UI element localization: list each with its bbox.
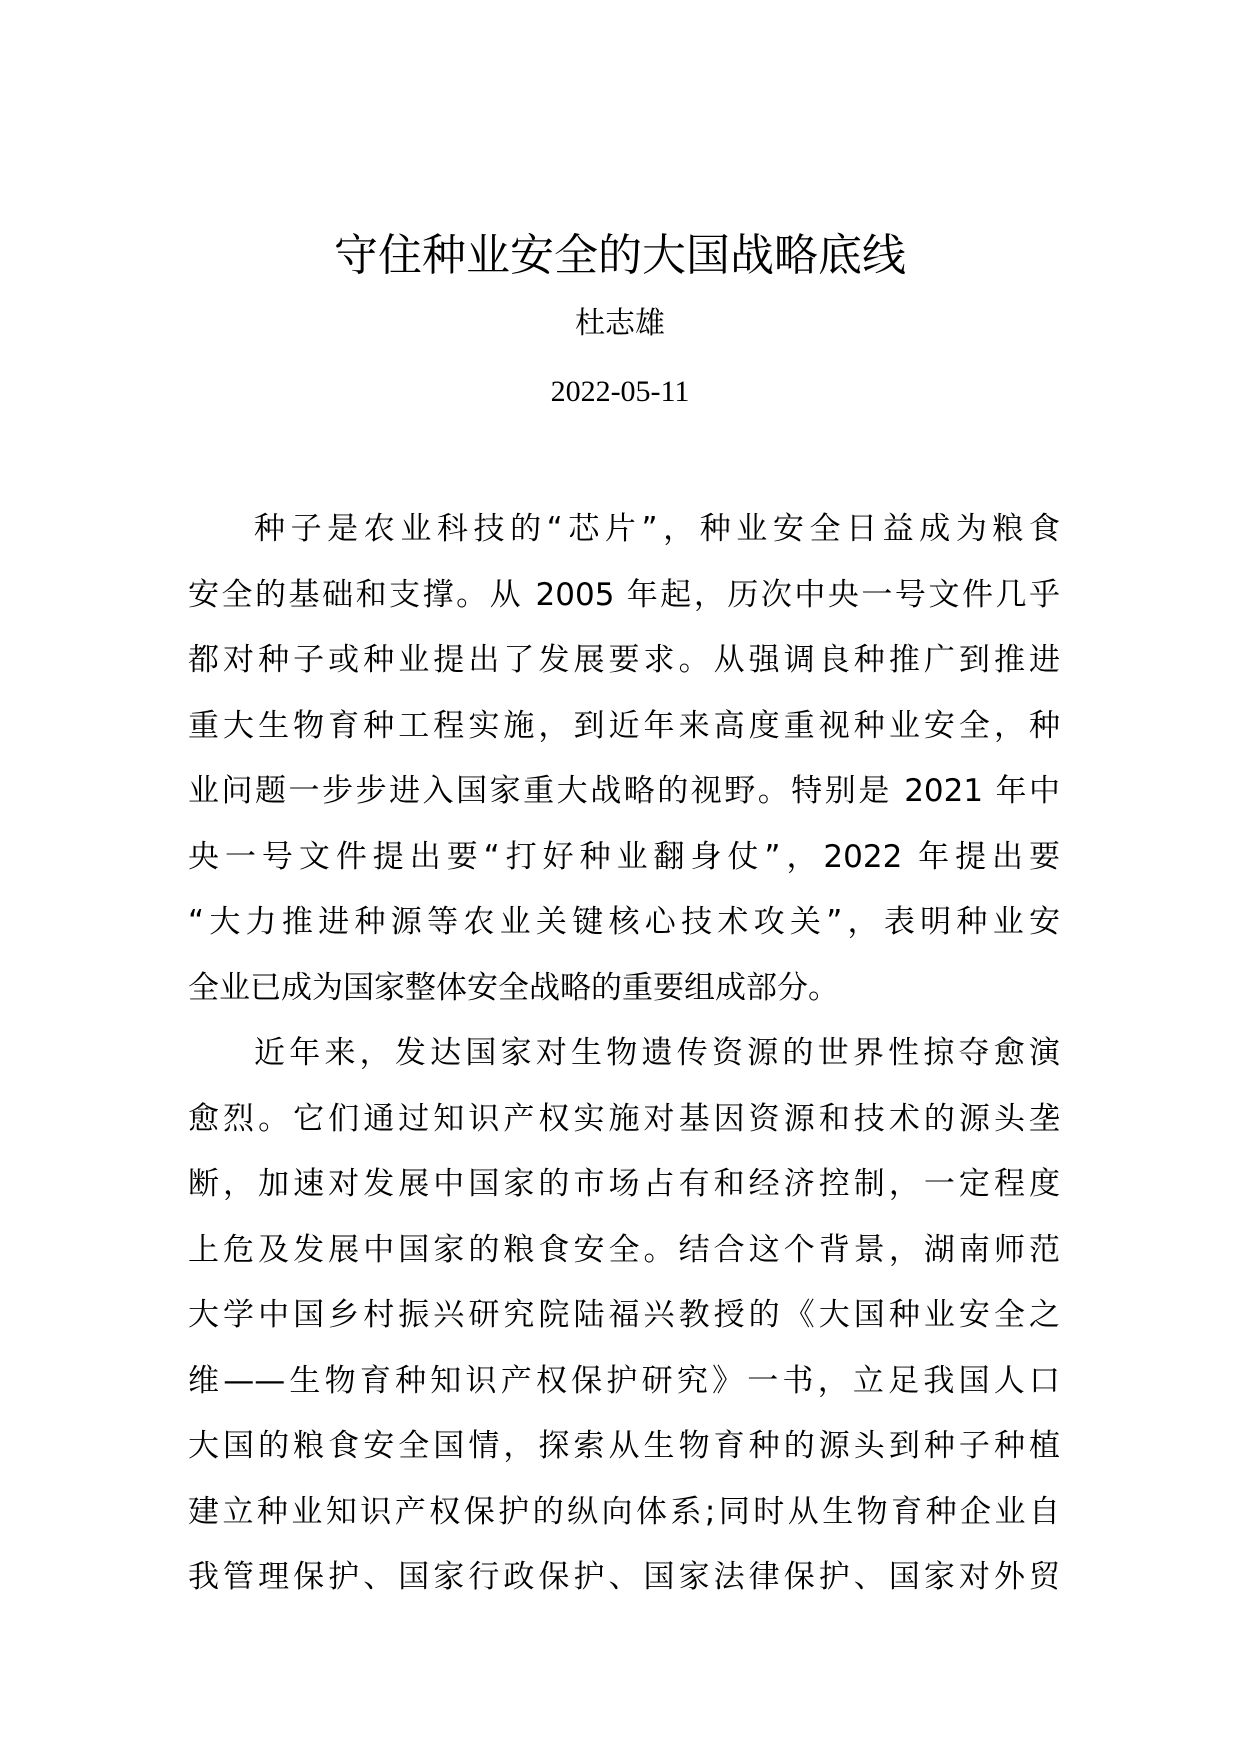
- body-line: 业问题一步步进入国家重大战略的视野。特别是 2021 年中: [188, 773, 1060, 809]
- body-line: 断，加速对发展中国家的市场占有和经济控制，一定程度: [188, 1166, 1060, 1202]
- body-line: 种子是农业科技的“芯片”，种业安全日益成为粮食: [254, 511, 1060, 547]
- body-line: 央一号文件提出要“打好种业翻身仗”，2022 年提出要: [188, 838, 1060, 875]
- body-line: 愈烈。它们通过知识产权实施对基因资源和技术的源头垄: [188, 1100, 1060, 1137]
- body-line: 重大生物育种工程实施，到近年来高度重视种业安全，种: [188, 707, 1060, 744]
- body-line: 我管理保护、国家行政保护、国家法律保护、国家对外贸: [188, 1559, 1060, 1595]
- document-date: 2022-05-11: [550, 375, 690, 408]
- body-line: 大学中国乡村振兴研究院陆福兴教授的《大国种业安全之: [188, 1297, 1060, 1333]
- body-line: 全业已成为国家整体安全战略的重要组成部分。: [188, 969, 839, 1006]
- document-body: [188, 497, 1060, 1611]
- body-line: 大国的粮食安全国情，探索从生物育种的源头到种子种植: [188, 1428, 1060, 1464]
- document-author: 杜志雄: [575, 306, 665, 341]
- body-line: 安全的基础和支撑。从 2005 年起，历次中央一号文件几乎: [188, 576, 1060, 613]
- body-line: 上危及发展中国家的粮食安全。结合这个背景，湖南师范: [188, 1231, 1060, 1268]
- body-line: “大力推进种源等农业关键核心技术攻关”，表明种业安: [188, 904, 1060, 940]
- body-line: 维——生物育种知识产权保护研究》一书，立足我国人口: [188, 1362, 1060, 1399]
- document-title: 守住种业安全的大国战略底线: [334, 230, 906, 281]
- body-line: 近年来，发达国家对生物遗传资源的世界性掠夺愈演: [254, 1035, 1060, 1071]
- body-line: 建立种业知识产权保护的纵向体系;同时从生物育种企业自: [188, 1493, 1060, 1530]
- body-line: 都对种子或种业提出了发展要求。从强调良种推广到推进: [188, 642, 1060, 678]
